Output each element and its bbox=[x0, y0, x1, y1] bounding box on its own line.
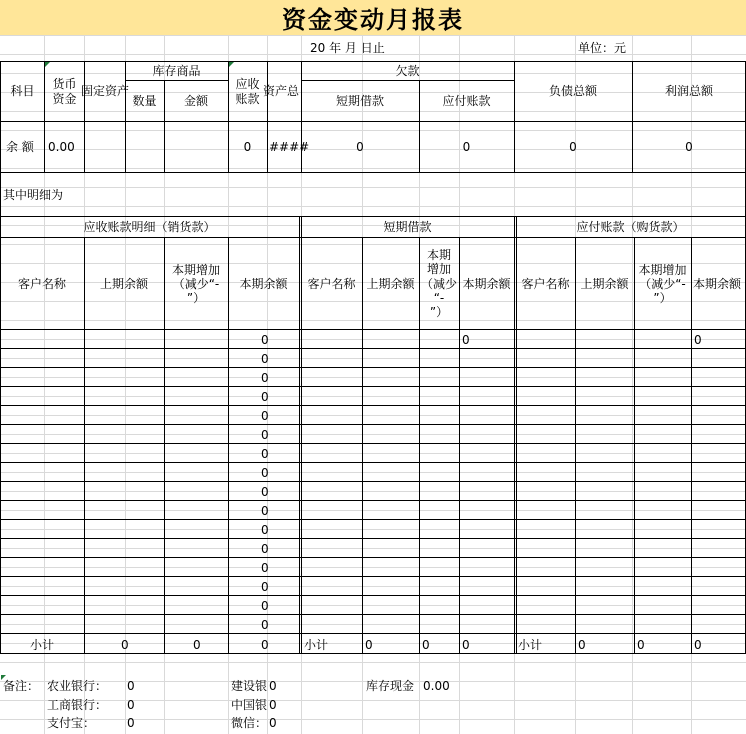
header-fixed-assets-cell bbox=[81, 84, 130, 98]
header-fixed-assets: 固定资产 bbox=[81, 84, 130, 98]
cell-balance-mid-row1[interactable]: 0 bbox=[462, 333, 470, 347]
cell-balance-left-row[interactable]: 0 bbox=[261, 371, 269, 385]
header-liability-total: 负债总额 bbox=[548, 84, 597, 98]
cell-short-loan[interactable]: 0 bbox=[356, 140, 364, 154]
cell-balance-left-row[interactable]: 0 bbox=[261, 466, 269, 480]
subtotal-left-balance[interactable]: 0 bbox=[261, 638, 269, 652]
subtotal-mid-balance[interactable]: 0 bbox=[462, 638, 470, 652]
remark-ccb-value[interactable]: 0 bbox=[269, 679, 277, 693]
header-receivable-2: 账款 bbox=[235, 92, 260, 106]
cell-balance-left-row[interactable]: 0 bbox=[261, 504, 269, 518]
header-receivable-1: 应收 bbox=[235, 77, 260, 91]
section-receivable-detail: 应收账款明细（销货款） bbox=[83, 220, 216, 234]
header-quantity: 数量 bbox=[132, 94, 157, 108]
subtotal-label-mid: 小计 bbox=[304, 638, 329, 652]
cell-balance-left-row[interactable]: 0 bbox=[261, 599, 269, 613]
remark-cash-in-stock-label: 库存现金 bbox=[366, 679, 415, 693]
subtotal-right-change[interactable]: 0 bbox=[637, 638, 645, 652]
cell-balance-left-row[interactable]: 0 bbox=[261, 580, 269, 594]
remark-wechat-label: 微信： bbox=[231, 716, 268, 730]
cell-balance-left-row[interactable]: 0 bbox=[261, 428, 269, 442]
col-change-left-1: 本期增加 bbox=[171, 263, 220, 277]
col-change-mid-2: 增加 bbox=[426, 262, 451, 276]
remark-alipay-label: 支付宝： bbox=[47, 716, 96, 730]
subtotal-right-balance[interactable]: 0 bbox=[694, 638, 702, 652]
col-change-mid-4: “- bbox=[433, 291, 445, 305]
remark-boc-value[interactable]: 0 bbox=[269, 698, 277, 712]
detail-note: 其中明细为 bbox=[3, 188, 64, 202]
cell-profit-total[interactable]: 0 bbox=[685, 140, 693, 154]
subtotal-right-prev[interactable]: 0 bbox=[578, 638, 586, 652]
report-title: 资金变动月报表 bbox=[0, 0, 746, 35]
date-line: 20 年 月 日止 bbox=[310, 41, 385, 55]
cell-payable[interactable]: 0 bbox=[462, 140, 471, 154]
remark-cash-in-stock-value[interactable]: 0.00 bbox=[423, 679, 450, 693]
header-short-loan: 短期借款 bbox=[335, 94, 384, 108]
subtotal-left-prev[interactable]: 0 bbox=[121, 638, 129, 652]
col-prev-balance-right: 上期余额 bbox=[580, 277, 629, 291]
col-customer-mid: 客户名称 bbox=[307, 277, 356, 291]
section-short-loan: 短期借款 bbox=[383, 220, 432, 234]
remark-icbc-value[interactable]: 0 bbox=[127, 698, 135, 712]
subtotal-label-left: 小计 bbox=[30, 638, 55, 652]
cell-balance-left-row[interactable]: 0 bbox=[261, 333, 269, 347]
cell-balance-left-row[interactable]: 0 bbox=[261, 618, 269, 632]
subtotal-mid-prev[interactable]: 0 bbox=[365, 638, 373, 652]
col-prev-balance-mid: 上期余额 bbox=[366, 277, 415, 291]
col-balance-mid: 本期余额 bbox=[462, 277, 511, 291]
col-change-mid-3: （减少 bbox=[420, 277, 457, 291]
remark-icbc-label: 工商银行： bbox=[47, 698, 108, 712]
cell-total-assets[interactable]: #### bbox=[269, 140, 310, 154]
subtotal-left-change[interactable]: 0 bbox=[193, 638, 201, 652]
row-label-balance: 余 额 bbox=[6, 140, 34, 154]
cell-receivable[interactable]: 0 bbox=[243, 140, 252, 154]
col-balance-right: 本期余额 bbox=[693, 277, 742, 291]
cell-balance-left-row[interactable]: 0 bbox=[261, 447, 269, 461]
remarks-label: 备注： bbox=[3, 679, 40, 693]
cell-balance-left-row[interactable]: 0 bbox=[261, 542, 269, 556]
header-payable: 应付账款 bbox=[442, 94, 491, 108]
cell-balance-left-row[interactable]: 0 bbox=[261, 352, 269, 366]
col-customer-left: 客户名称 bbox=[17, 277, 66, 291]
remark-wechat-value[interactable]: 0 bbox=[269, 716, 277, 730]
header-total-assets: 资产总 bbox=[263, 84, 300, 98]
col-change-right-1: 本期增加 bbox=[638, 263, 687, 277]
remark-ccb-label: 建设银 bbox=[231, 679, 268, 693]
col-prev-balance-left: 上期余额 bbox=[99, 277, 148, 291]
cell-liability-total[interactable]: 0 bbox=[569, 140, 577, 154]
col-customer-right: 客户名称 bbox=[521, 277, 570, 291]
header-total-assets-cell bbox=[263, 84, 301, 98]
col-balance-left: 本期余额 bbox=[239, 277, 288, 291]
subtotal-label-right: 小计 bbox=[518, 638, 543, 652]
cell-balance-right-row1[interactable]: 0 bbox=[694, 333, 702, 347]
header-cash-2: 资金 bbox=[52, 92, 77, 106]
cell-comment-marker bbox=[45, 62, 50, 67]
cell-balance-left-row[interactable]: 0 bbox=[261, 523, 269, 537]
section-payable-detail: 应付账款（购货款） bbox=[576, 220, 685, 234]
unit-label: 单位：元 bbox=[578, 41, 627, 55]
header-cash-1: 货币 bbox=[52, 77, 77, 91]
col-change-left-2: （减少“- bbox=[172, 277, 220, 291]
cell-balance-left-row[interactable]: 0 bbox=[261, 390, 269, 404]
remark-agri-bank-value[interactable]: 0 bbox=[127, 679, 135, 693]
cell-comment-marker bbox=[229, 62, 234, 67]
remark-boc-label: 中国银 bbox=[231, 698, 268, 712]
header-inventory: 库存商品 bbox=[152, 64, 201, 78]
col-change-right-2: （减少“- bbox=[639, 277, 686, 291]
header-amount: 金额 bbox=[183, 94, 208, 108]
cell-balance-left-row[interactable]: 0 bbox=[261, 485, 269, 499]
header-subject: 科目 bbox=[10, 84, 35, 98]
header-profit-total: 利润总额 bbox=[664, 84, 713, 98]
col-change-mid-5: ”） bbox=[429, 305, 449, 319]
header-owed: 欠款 bbox=[395, 64, 420, 78]
subtotal-mid-change[interactable]: 0 bbox=[422, 638, 430, 652]
col-change-mid-1: 本期 bbox=[426, 248, 451, 262]
col-change-left-3: ”） bbox=[186, 291, 206, 305]
remark-agri-bank-label: 农业银行： bbox=[47, 679, 108, 693]
col-change-right-3: ”） bbox=[653, 291, 672, 305]
cell-cash[interactable]: 0.00 bbox=[48, 140, 75, 154]
cell-balance-left-row[interactable]: 0 bbox=[261, 409, 269, 423]
remark-alipay-value[interactable]: 0 bbox=[127, 716, 135, 730]
cell-balance-left-row[interactable]: 0 bbox=[261, 561, 269, 575]
